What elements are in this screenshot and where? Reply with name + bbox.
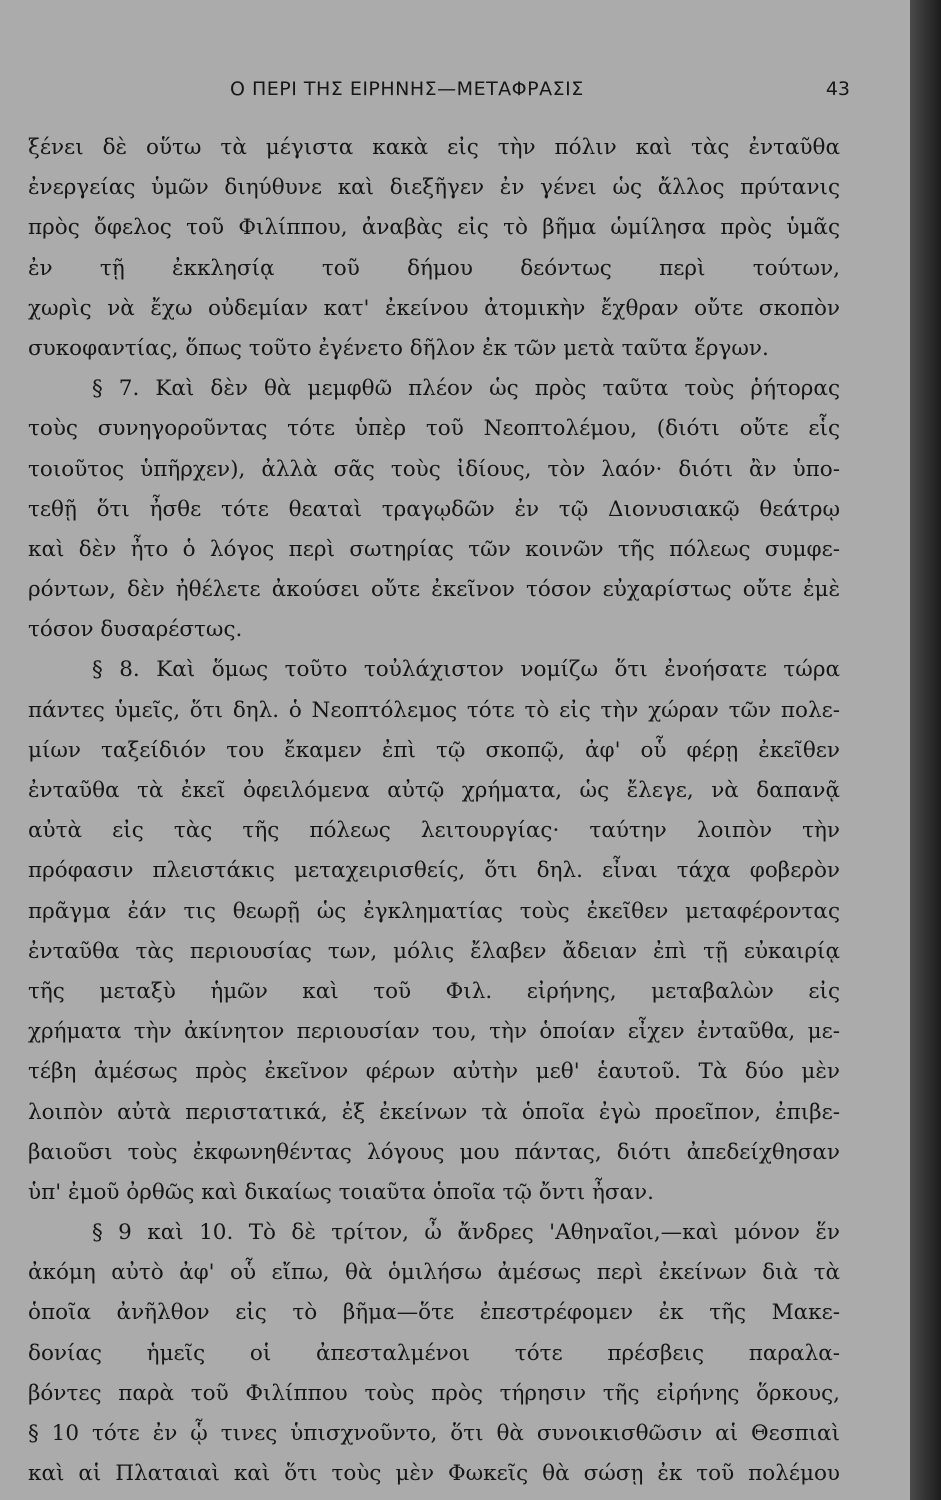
text-line: § 10 τότε ἐν ᾧ τινες ὑπισχνοῦντο, ὅτι θὰ συνοικισθῶσιν αἱ Θεσπιαὶ bbox=[28, 1421, 840, 1446]
text-line: βαιοῦσι τοὺς ἐκφωνηθέντας λόγους μου πάντας, διότι ἀπεδείχθησαν bbox=[28, 1139, 840, 1165]
text-line: πρὸς ὄφελος τοῦ Φιλίππου, ἀναβὰς εἰς τὸ βῆμα ὡμίλησα πρὸς ὑμᾶς bbox=[28, 215, 840, 241]
page-edge-shadow bbox=[910, 0, 941, 1500]
text-line: τῆς μεταξὺ ἡμῶν καὶ τοῦ Φιλ. εἰρήνης, μεταβαλὼν εἰς bbox=[28, 978, 840, 1004]
text-line: μίων ταξείδιόν του ἔκαμεν ἐπὶ τῷ σκοπῷ, ἀφ' οὗ φέρῃ ἐκεῖθεν bbox=[28, 737, 840, 763]
text-line: ἐνεργείας ὑμῶν διηύθυνε καὶ διεξῆγεν ἐν γένει ὡς ἄλλος πρύτανις bbox=[28, 175, 840, 201]
body-text bbox=[28, 128, 840, 1494]
text-line: τοιοῦτος ὑπῆρχεν), ἀλλὰ σᾶς τοὺς ἰδίους, τὸν λαόν· διότι ἂν ὑπο- bbox=[28, 456, 840, 482]
text-line: ἐν τῇ ἐκκλησίᾳ τοῦ δήμου δεόντως περὶ τούτων, bbox=[28, 255, 840, 281]
text-line: χωρὶς νὰ ἔχω οὐδεμίαν κατ' ἐκείνου ἀτομικὴν ἔχθραν οὔτε σκοπὸν bbox=[28, 295, 840, 321]
text-line: τοὺς συνηγοροῦντας τότε ὑπὲρ τοῦ Νεοπτολέμου, (διότι οὔτε εἷς bbox=[28, 416, 840, 442]
paragraph-start-line: § 7. Καὶ δὲν θὰ μεμφθῶ πλέον ὡς πρὸς ταῦτα τοὺς ῥήτορας bbox=[92, 376, 840, 402]
text-line: τεθῇ ὅτι ἦσθε τότε θεαταὶ τραγῳδῶν ἐν τῷ Διονυσιακῷ θεάτρῳ bbox=[28, 496, 840, 522]
text-line: χρήματα τὴν ἀκίνητον περιουσίαν του, τὴν ὁποίαν εἶχεν ἐνταῦθα, με- bbox=[28, 1019, 840, 1045]
text-line: δονίας ἡμεῖς οἱ ἀπεσταλμένοι τότε πρέσβεις παραλα- bbox=[28, 1340, 840, 1366]
text-line: τέβη ἀμέσως πρὸς ἐκεῖνον φέρων αὐτὴν μεθ' ἑαυτοῦ. Τὰ δύο μὲν bbox=[28, 1059, 840, 1085]
text-line: λοιπὸν αὐτὰ περιστατικά, ἐξ ἐκείνων τὰ ὁποῖα ἐγὼ προεῖπον, ἐπιβε- bbox=[28, 1099, 840, 1125]
text-line: πρόφασιν πλειστάκις μεταχειρισθείς, ὅτι δηλ. εἶναι τάχα φοβερὸν bbox=[28, 858, 840, 884]
text-line: ὁποῖα ἀνῆλθον εἰς τὸ βῆμα—ὅτε ἐπεστρέφομεν ἐκ τῆς Μακε- bbox=[28, 1300, 840, 1326]
text-line: τόσον δυσαρέστως. bbox=[28, 617, 243, 643]
text-line: συκοφαντίας, ὅπως τοῦτο ἐγένετο δῆλον ἐκ τῶν μετὰ ταῦτα ἔργων. bbox=[28, 335, 769, 361]
text-line: ξένει δὲ οὕτω τὰ μέγιστα κακὰ εἰς τὴν πόλιν καὶ τὰς ἐνταῦθα bbox=[28, 135, 840, 160]
paragraph-start-line: § 8. Καὶ ὅμως τοῦτο τοὐλάχιστον νομίζω ὅτι ἐνοήσατε τώρα bbox=[92, 657, 840, 683]
text-line: καὶ αἱ Πλαταιαὶ καὶ ὅτι τοὺς μὲν Φωκεῖς θὰ σώσῃ ἐκ τοῦ πολέμου bbox=[28, 1461, 840, 1487]
text-line: ρόντων, δὲν ἠθέλετε ἀκούσει οὔτε ἐκεῖνον τόσον εὐχαρίστως οὔτε ἐμὲ bbox=[28, 577, 840, 603]
text-line: καὶ δὲν ἦτο ὁ λόγος περὶ σωτηρίας τῶν κοινῶν τῆς πόλεως συμφε- bbox=[28, 536, 840, 562]
page-header bbox=[230, 78, 850, 108]
page-number: 43 bbox=[825, 78, 850, 100]
text-line: ὑπ' ἐμοῦ ὀρθῶς καὶ δικαίως τοιαῦτα ὁποῖα τῷ ὄντι ἦσαν. bbox=[28, 1179, 654, 1205]
text-line: ἐνταῦθα τὰ ἐκεῖ ὀφειλόμενα αὐτῷ χρήματα, ὡς ἔλεγε, νὰ δαπανᾷ bbox=[28, 778, 840, 803]
text-line: βόντες παρὰ τοῦ Φιλίππου τοὺς πρὸς τήρησιν τῆς εἰρήνης ὅρκους, bbox=[28, 1380, 840, 1406]
text-line: πρᾶγμα ἐάν τις θεωρῇ ὡς ἐγκληματίας τοὺς ἐκεῖθεν μεταφέροντας bbox=[28, 898, 840, 924]
text-line: αὐτὰ εἰς τὰς τῆς πόλεως λειτουργίας· ταύτην λοιπὸν τὴν bbox=[28, 818, 840, 844]
text-line: ἀκόμη αὐτὸ ἀφ' οὗ εἴπω, θὰ ὁμιλήσω ἀμέσως περὶ ἐκείνων διὰ τὰ bbox=[28, 1260, 840, 1286]
paragraph-start-line: § 9 καὶ 10. Τὸ δὲ τρίτον, ὦ ἄνδρες 'Αθηναῖοι,—καὶ μόνον ἕν bbox=[92, 1220, 840, 1246]
running-title: Ο ΠΕΡΙ ΤΗΣ ΕΙΡΗΝΗΣ—ΜΕΤΑΦΡΑΣΙΣ bbox=[230, 78, 584, 100]
text-line: πάντες ὑμεῖς, ὅτι δηλ. ὁ Νεοπτόλεμος τότε τὸ εἰς τὴν χώραν τῶν πολε- bbox=[28, 697, 840, 723]
text-line: ἐνταῦθα τὰς περιουσίας των, μόλις ἔλαβεν ἄδειαν ἐπὶ τῇ εὐκαιρίᾳ bbox=[28, 938, 840, 964]
